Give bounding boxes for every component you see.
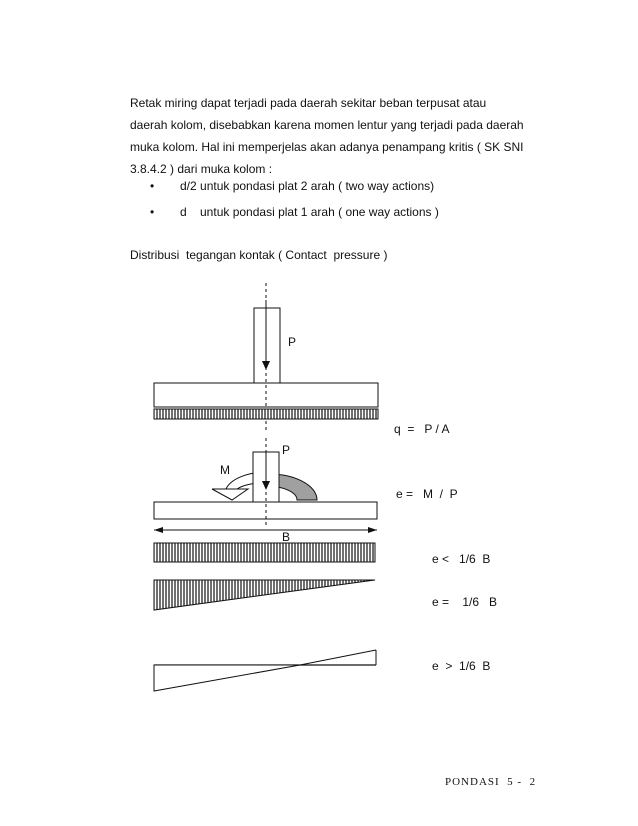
figure-centric-load — [154, 283, 378, 430]
section-subheading: Distribusi tegangan kontak ( Contact pressure ) — [130, 248, 388, 262]
uniform-pressure-hatch — [154, 409, 378, 419]
paragraph-line: Retak miring dapat terjadi pada daerah sekitar beban terpusat atau — [130, 96, 487, 110]
bullet-icon: • — [150, 205, 155, 219]
formula-e: e = M / P — [396, 487, 458, 501]
dimension-arrow-left — [154, 527, 163, 533]
figure-eccentric-load — [154, 438, 377, 533]
label-load-p: P — [282, 443, 291, 457]
bullet-text: d/2 untuk pondasi plat 2 arah ( two way actions) — [180, 179, 435, 193]
formula-q: q = P / A — [394, 422, 450, 436]
dimension-arrow-right — [368, 527, 377, 533]
tension-wedge-top — [300, 650, 376, 665]
pressure-case-lt-sixth — [154, 543, 375, 562]
paragraph-line: muka kolom. Hal ini memperjelas akan adanya penampang kritis ( SK SNI — [130, 140, 524, 154]
pressure-case-gt-sixth — [154, 650, 376, 691]
compression-wedge — [154, 665, 300, 691]
paragraph-line: daerah kolom, disebabkan karena momen lentur yang terjadi pada daerah — [130, 118, 524, 132]
bullet-icon: • — [150, 179, 155, 193]
case-label: e < 1/6 B — [432, 552, 491, 566]
label-load-p: P — [288, 335, 297, 349]
bullet-text: d untuk pondasi plat 1 arah ( one way actions ) — [180, 205, 439, 219]
label-moment-m: M — [220, 463, 230, 477]
label-width-b: B — [282, 530, 291, 544]
pressure-case-eq-sixth — [154, 580, 375, 610]
case-label: e = 1/6 B — [432, 595, 498, 609]
column-shape — [254, 308, 280, 383]
page-footer: PONDASI 5 - 2 — [445, 776, 537, 788]
moment-arrowhead — [212, 489, 248, 500]
case-label: e > 1/6 B — [432, 659, 491, 673]
paragraph-line: 3.8.4.2 ) dari muka kolom : — [130, 162, 273, 176]
